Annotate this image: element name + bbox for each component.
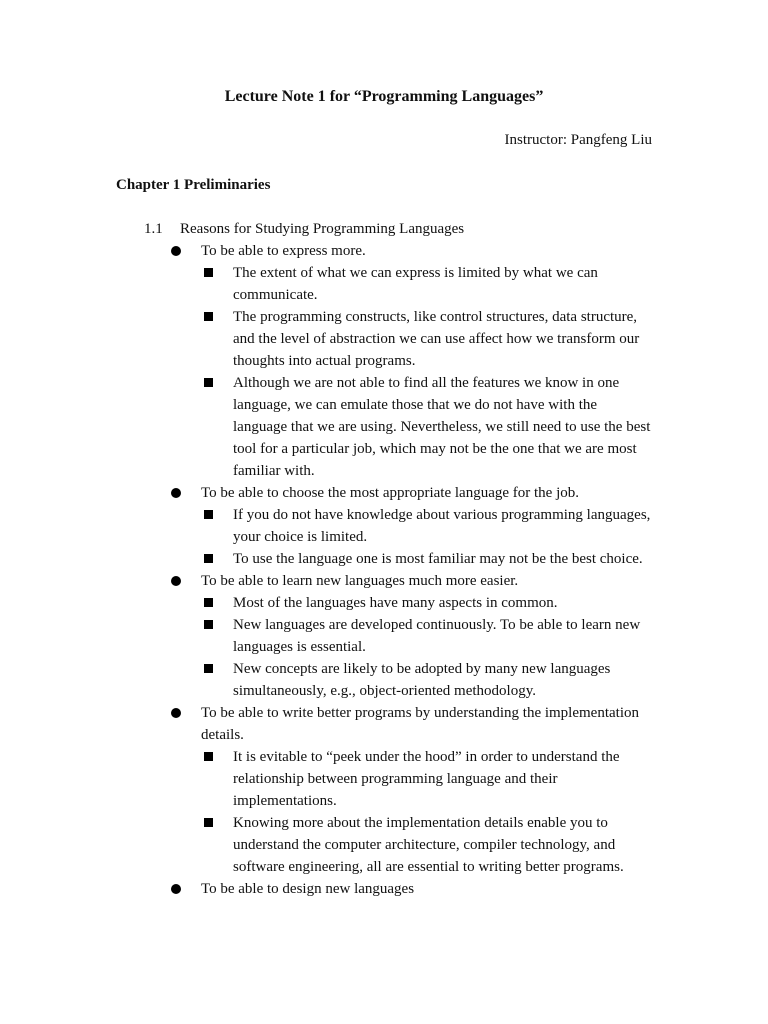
sub-bullet-item (0, 262, 768, 306)
sub-bullet-text: Most of the languages have many aspects in common. (233, 595, 558, 611)
bullet-item (0, 570, 768, 592)
square-bullet-icon (204, 620, 213, 629)
chapter-heading: Chapter 1 Preliminaries (116, 177, 271, 193)
document-title: Lecture Note 1 for “Programming Languages” (224, 88, 544, 105)
sub-bullet-item (0, 504, 768, 548)
section-number: 1.1 (144, 221, 163, 237)
instructor-line: Instructor: Pangfeng Liu (504, 132, 652, 148)
sub-bullet-text: It is evitable to “peek under the hood” in order to understand the relationship between programming language and their implementations. (233, 749, 620, 809)
bullet-text: To be able to write better programs by understanding the implementation details. (201, 705, 639, 743)
round-bullet-icon (171, 576, 181, 586)
sub-bullet-text: Although we are not able to find all the features we know in one language, we can emulate those that we do not have with the language that we are using. Nevertheless, we still need to use the best tool for a particular job, which may not be the one that we are most familiar with. (233, 375, 651, 479)
bullet-item (0, 702, 768, 746)
round-bullet-icon (171, 884, 181, 894)
square-bullet-icon (204, 818, 213, 827)
bullet-item (0, 878, 768, 900)
square-bullet-icon (204, 378, 213, 387)
round-bullet-icon (171, 246, 181, 256)
bullet-text: To be able to learn new languages much more easier. (201, 573, 519, 589)
sub-bullet-item (0, 812, 768, 878)
sub-bullet-item (0, 592, 768, 614)
section-heading (0, 218, 768, 240)
round-bullet-icon (171, 488, 181, 498)
bullet-text: To be able to design new languages (201, 881, 415, 897)
sub-bullet-text: New languages are developed continuously. To be able to learn new languages is essential. (233, 617, 641, 655)
bullet-text: To be able to choose the most appropriate language for the job. (201, 485, 579, 501)
sub-bullet-text: Knowing more about the implementation details enable you to understand the computer architecture, compiler technology, and software engineering, all are essential to writing better programs. (233, 815, 624, 875)
sub-bullet-text: The extent of what we can express is limited by what we can communicate. (233, 265, 598, 303)
bullet-item (0, 240, 768, 262)
square-bullet-icon (204, 268, 213, 277)
bullet-text: To be able to express more. (201, 243, 366, 259)
sub-bullet-text: The programming constructs, like control structures, data structure, and the level of abstraction we can use affect how we transform our thoughts into actual programs. (233, 309, 640, 369)
square-bullet-icon (204, 554, 213, 563)
square-bullet-icon (204, 510, 213, 519)
sub-bullet-text: New concepts are likely to be adopted by many new languages simultaneously, e.g., object-oriented methodology. (233, 661, 611, 699)
square-bullet-icon (204, 752, 213, 761)
sub-bullet-item (0, 746, 768, 812)
document-body (0, 218, 768, 900)
sub-bullet-item (0, 372, 768, 482)
sub-bullet-item (0, 548, 768, 570)
section-title: Reasons for Studying Programming Languages (180, 221, 465, 237)
bullet-item (0, 482, 768, 504)
sub-bullet-item (0, 614, 768, 658)
sub-bullet-text: To use the language one is most familiar may not be the best choice. (233, 551, 643, 567)
round-bullet-icon (171, 708, 181, 718)
sub-bullet-item (0, 306, 768, 372)
square-bullet-icon (204, 598, 213, 607)
square-bullet-icon (204, 312, 213, 321)
sub-bullet-item (0, 658, 768, 702)
square-bullet-icon (204, 664, 213, 673)
sub-bullet-text: If you do not have knowledge about various programming languages, your choice is limited. (233, 507, 651, 545)
